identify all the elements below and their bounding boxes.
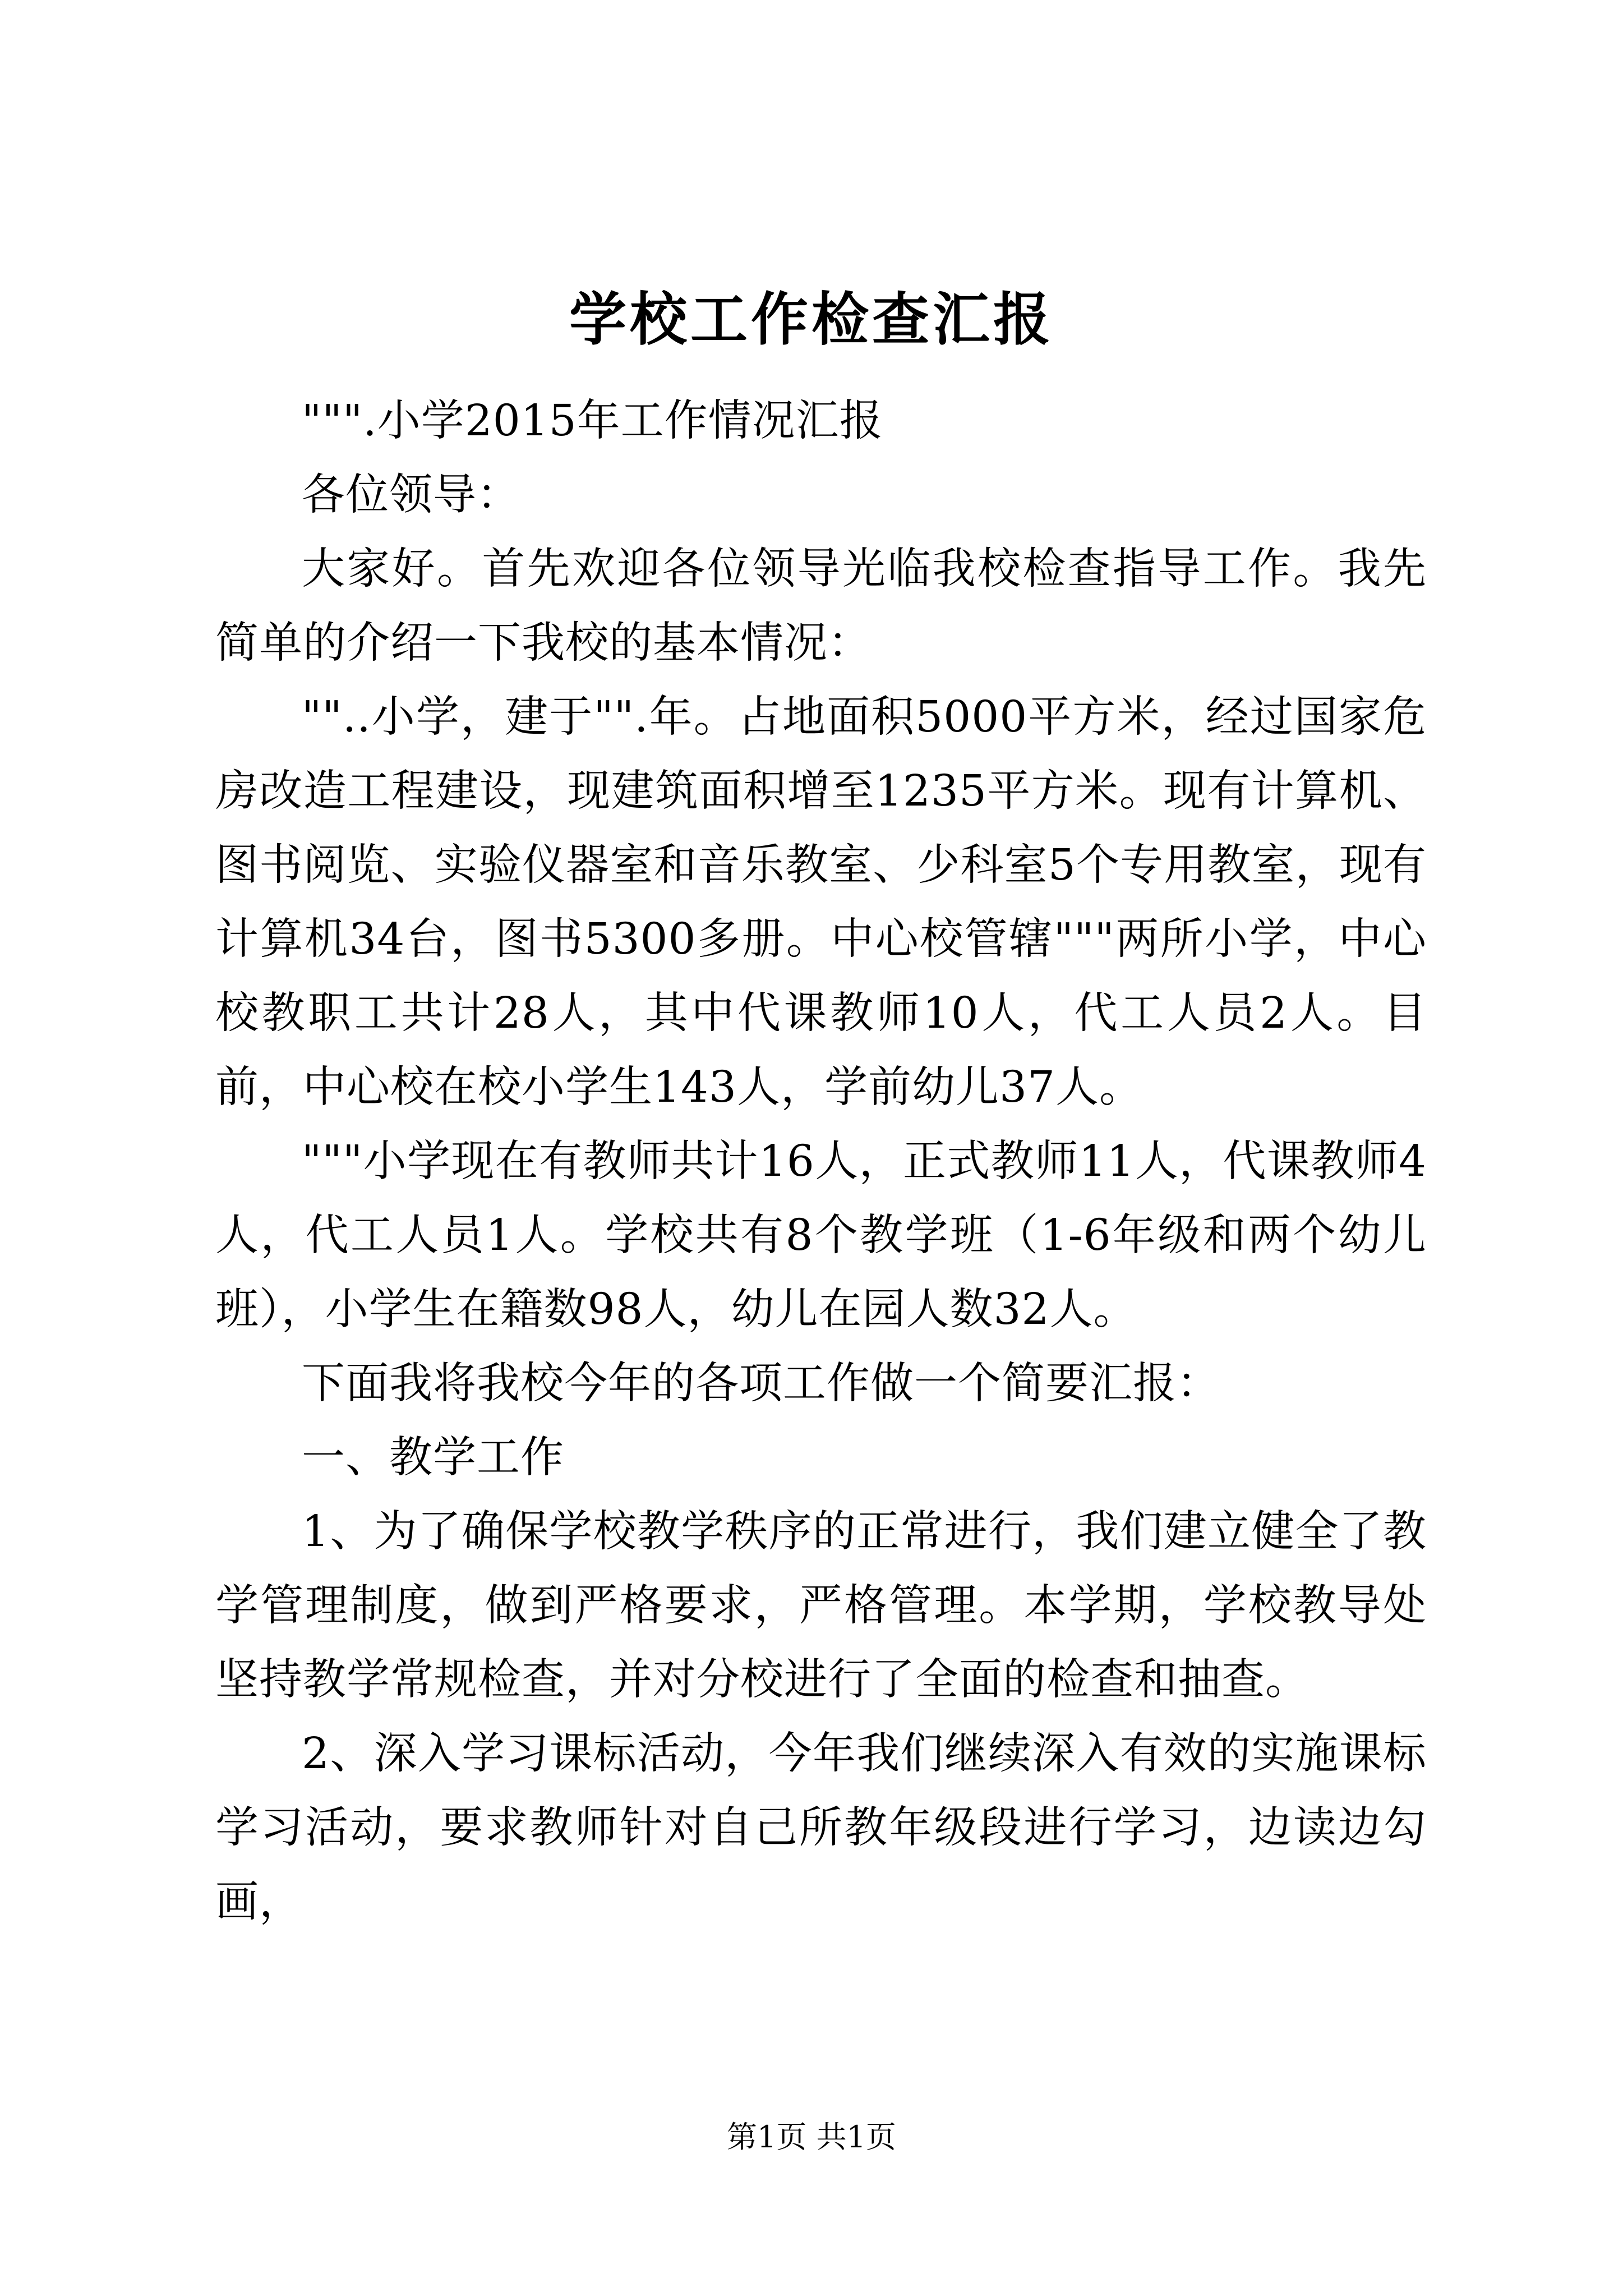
paragraph-report-intro: 下面我将我校今年的各项工作做一个简要汇报： [302,1359,1220,1409]
document-title: 学校工作检查汇报 [569,286,1054,353]
paragraph-greeting: 大家好。首先欢迎各位领导光临我校检查指导工作。我先简单的介绍一下我校的基本情况： [215,544,1427,668]
paragraph-school-overview: ""..小学，建于"".年。占地面积5000平方米，经过国家危房改造工程建设，现建筑面积增至1235平方米。现有计算机、图书阅览、实验仪器室和音乐教室、少科室5个专用教室，现有计算机34台，图书5300多册。中心校管辖"""两所小学，中心校教职工共计28人，其中代课教师10人，代工人员2人。目前，中心校在校小学生143人，学前幼儿37人。 [215,692,1427,1112]
paragraph-salutation: 各位领导： [302,470,520,520]
document-body [215,384,1427,1939]
paragraph-teaching-item-1: 1、为了确保学校教学秩序的正常进行，我们建立健全了教学管理制度，做到严格要求，严格管理。本学期，学校教导处坚持教学常规检查，并对分校进行了全面的检查和抽查。 [215,1507,1427,1705]
paragraph-report-heading: """.小学2015年工作情况汇报 [302,396,883,446]
paragraph-staff-overview: """小学现在有教师共计16人，正式教师11人，代课教师4人，代工人员1人。学校共有8个教学班（1-6年级和两个幼儿班），小学生在籍数98人，幼儿在园人数32人。 [215,1137,1427,1335]
section-heading-teaching: 一、教学工作 [302,1433,564,1483]
page-footer: 第1页 共1页 [727,2119,896,2155]
paragraph-teaching-item-2: 2、深入学习课标活动，今年我们继续深入有效的实施课标学习活动，要求教师针对自己所教年级段进行学习，边读边勾画， [215,1729,1427,1927]
